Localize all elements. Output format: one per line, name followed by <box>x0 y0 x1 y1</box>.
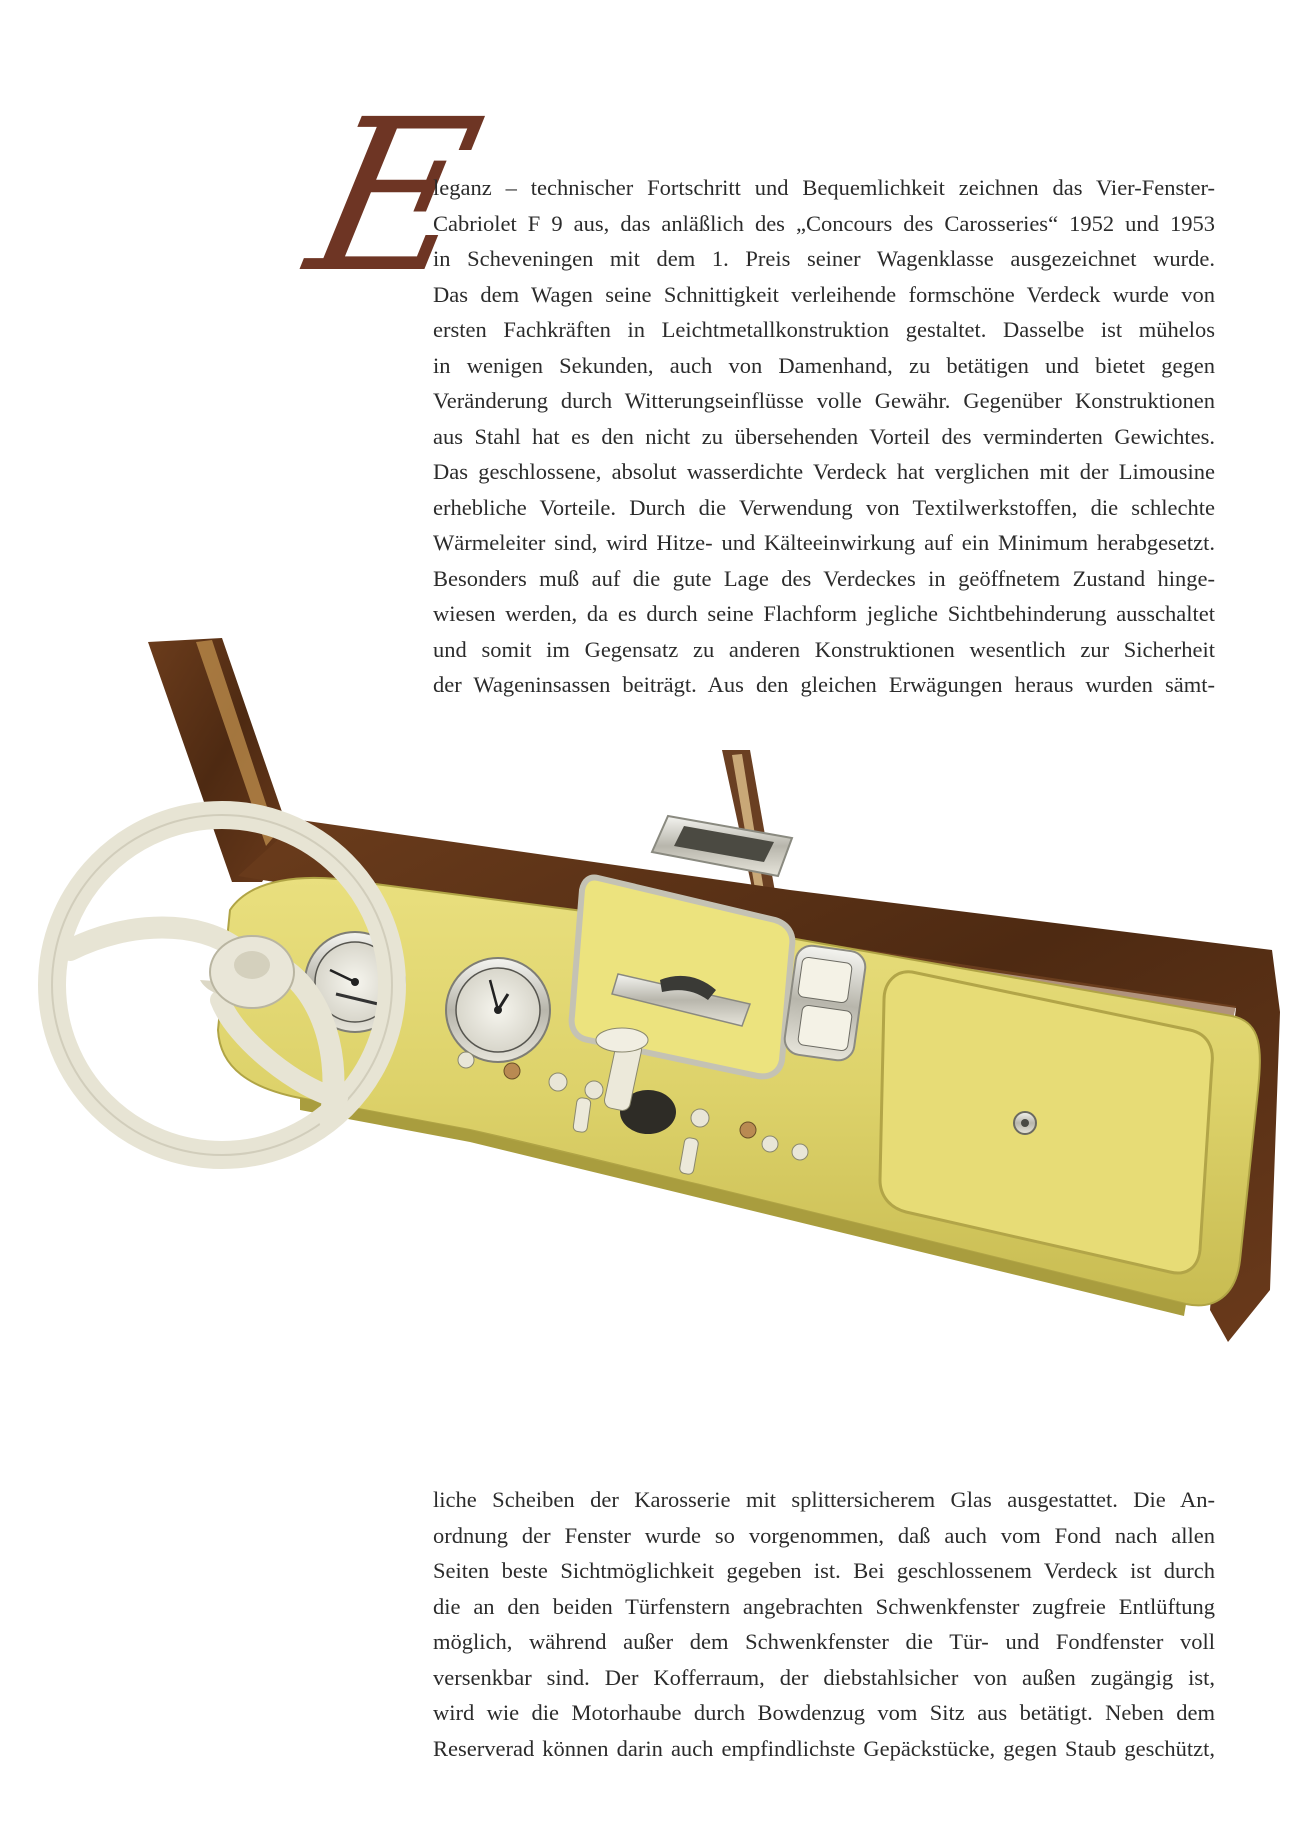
text-line: und somit im Gegensatz zu anderen Konstruktionen wesentlich zur Sicherheit <box>433 636 1215 662</box>
text-line: aus Stahl hat es den nicht zu übersehenden Vorteil des verminderten Gewichtes. <box>433 423 1215 449</box>
clock-gauge <box>446 958 550 1062</box>
text-line: Das dem Wagen seine Schnittigkeit verleihende formschöne Verdeck wurde von <box>433 281 1215 307</box>
text-line: möglich, während außer dem Schwenkfenster die Tür- und Fondfenster voll <box>433 1629 1215 1654</box>
text-line: in wenigen Sekunden, auch von Damenhand, zu betätigen und bietet gegen <box>433 352 1215 378</box>
text-line: leganz – technischer Fortschritt und Bequemlichkeit zeichnen das Vier-Fenster- <box>433 175 1215 200</box>
paragraph-2 <box>433 1482 1215 1766</box>
text-line: Besonders muß auf die gute Lage des Verdeckes in geöffnetem Zustand hinge- <box>433 565 1215 591</box>
fuel-gauge-panel <box>783 944 868 1063</box>
text-line: Veränderung durch Witterungseinflüsse volle Gewähr. Gegenüber Konstruktionen <box>433 388 1215 413</box>
text-line: Wärmeleiter sind, wird Hitze- und Kälteeinwirkung auf ein Minimum herabgesetzt. <box>433 530 1215 555</box>
dashboard-illustration <box>0 620 1300 1480</box>
text-line: die an den beiden Türfenstern angebrachten Schwenkfenster zugfreie Entlüftung <box>433 1593 1215 1619</box>
air-vent <box>652 816 792 876</box>
text-line: erhebliche Vorteile. Durch die Verwendung von Textilwerkstoffen, die schlechte <box>433 494 1215 520</box>
text-line: versenkbar sind. Der Kofferraum, der diebstahlsicher von außen zugängig ist, <box>433 1664 1215 1690</box>
text-line: liche Scheiben der Karosserie mit splittersicherem Glas ausgestattet. Die An- <box>433 1487 1215 1512</box>
text-line: in Scheveningen mit dem 1. Preis seiner Wagenklasse ausgezeichnet wurde. <box>433 246 1215 271</box>
text-line: wird wie die Motorhaube durch Bowdenzug vom Sitz aus betätigt. Neben dem <box>433 1700 1215 1725</box>
text-line: Reserverad können darin auch empfindlichste Gepäckstücke, gegen Staub geschützt, <box>433 1735 1215 1761</box>
left-pillar <box>148 638 290 882</box>
text-line: der Wageninsassen beiträgt. Aus den gleichen Erwägungen heraus wurden sämt- <box>433 672 1215 697</box>
text-line: Seiten beste Sichtmöglichkeit gegeben ist. Bei geschlossenem Verdeck ist durch <box>433 1558 1215 1583</box>
text-line: Cabriolet F 9 aus, das anläßlich des „Concours des Carosseries“ 1952 und 1953 <box>433 210 1215 236</box>
text-line: ordnung der Fenster wurde so vorgenommen, daß auch vom Fond nach allen <box>433 1522 1215 1548</box>
text-line: Das geschlossene, absolut wasserdichte Verdeck hat verglichen mit der Limousine <box>433 459 1215 484</box>
decorative-initial: E <box>292 74 498 319</box>
text-line: wiesen werden, da es durch seine Flachform jegliche Sichtbehinderung ausschaltet <box>433 601 1215 626</box>
text-line: ersten Fachkräften in Leichtmetallkonstruktion gestaltet. Dasselbe ist mühelos <box>433 317 1215 342</box>
